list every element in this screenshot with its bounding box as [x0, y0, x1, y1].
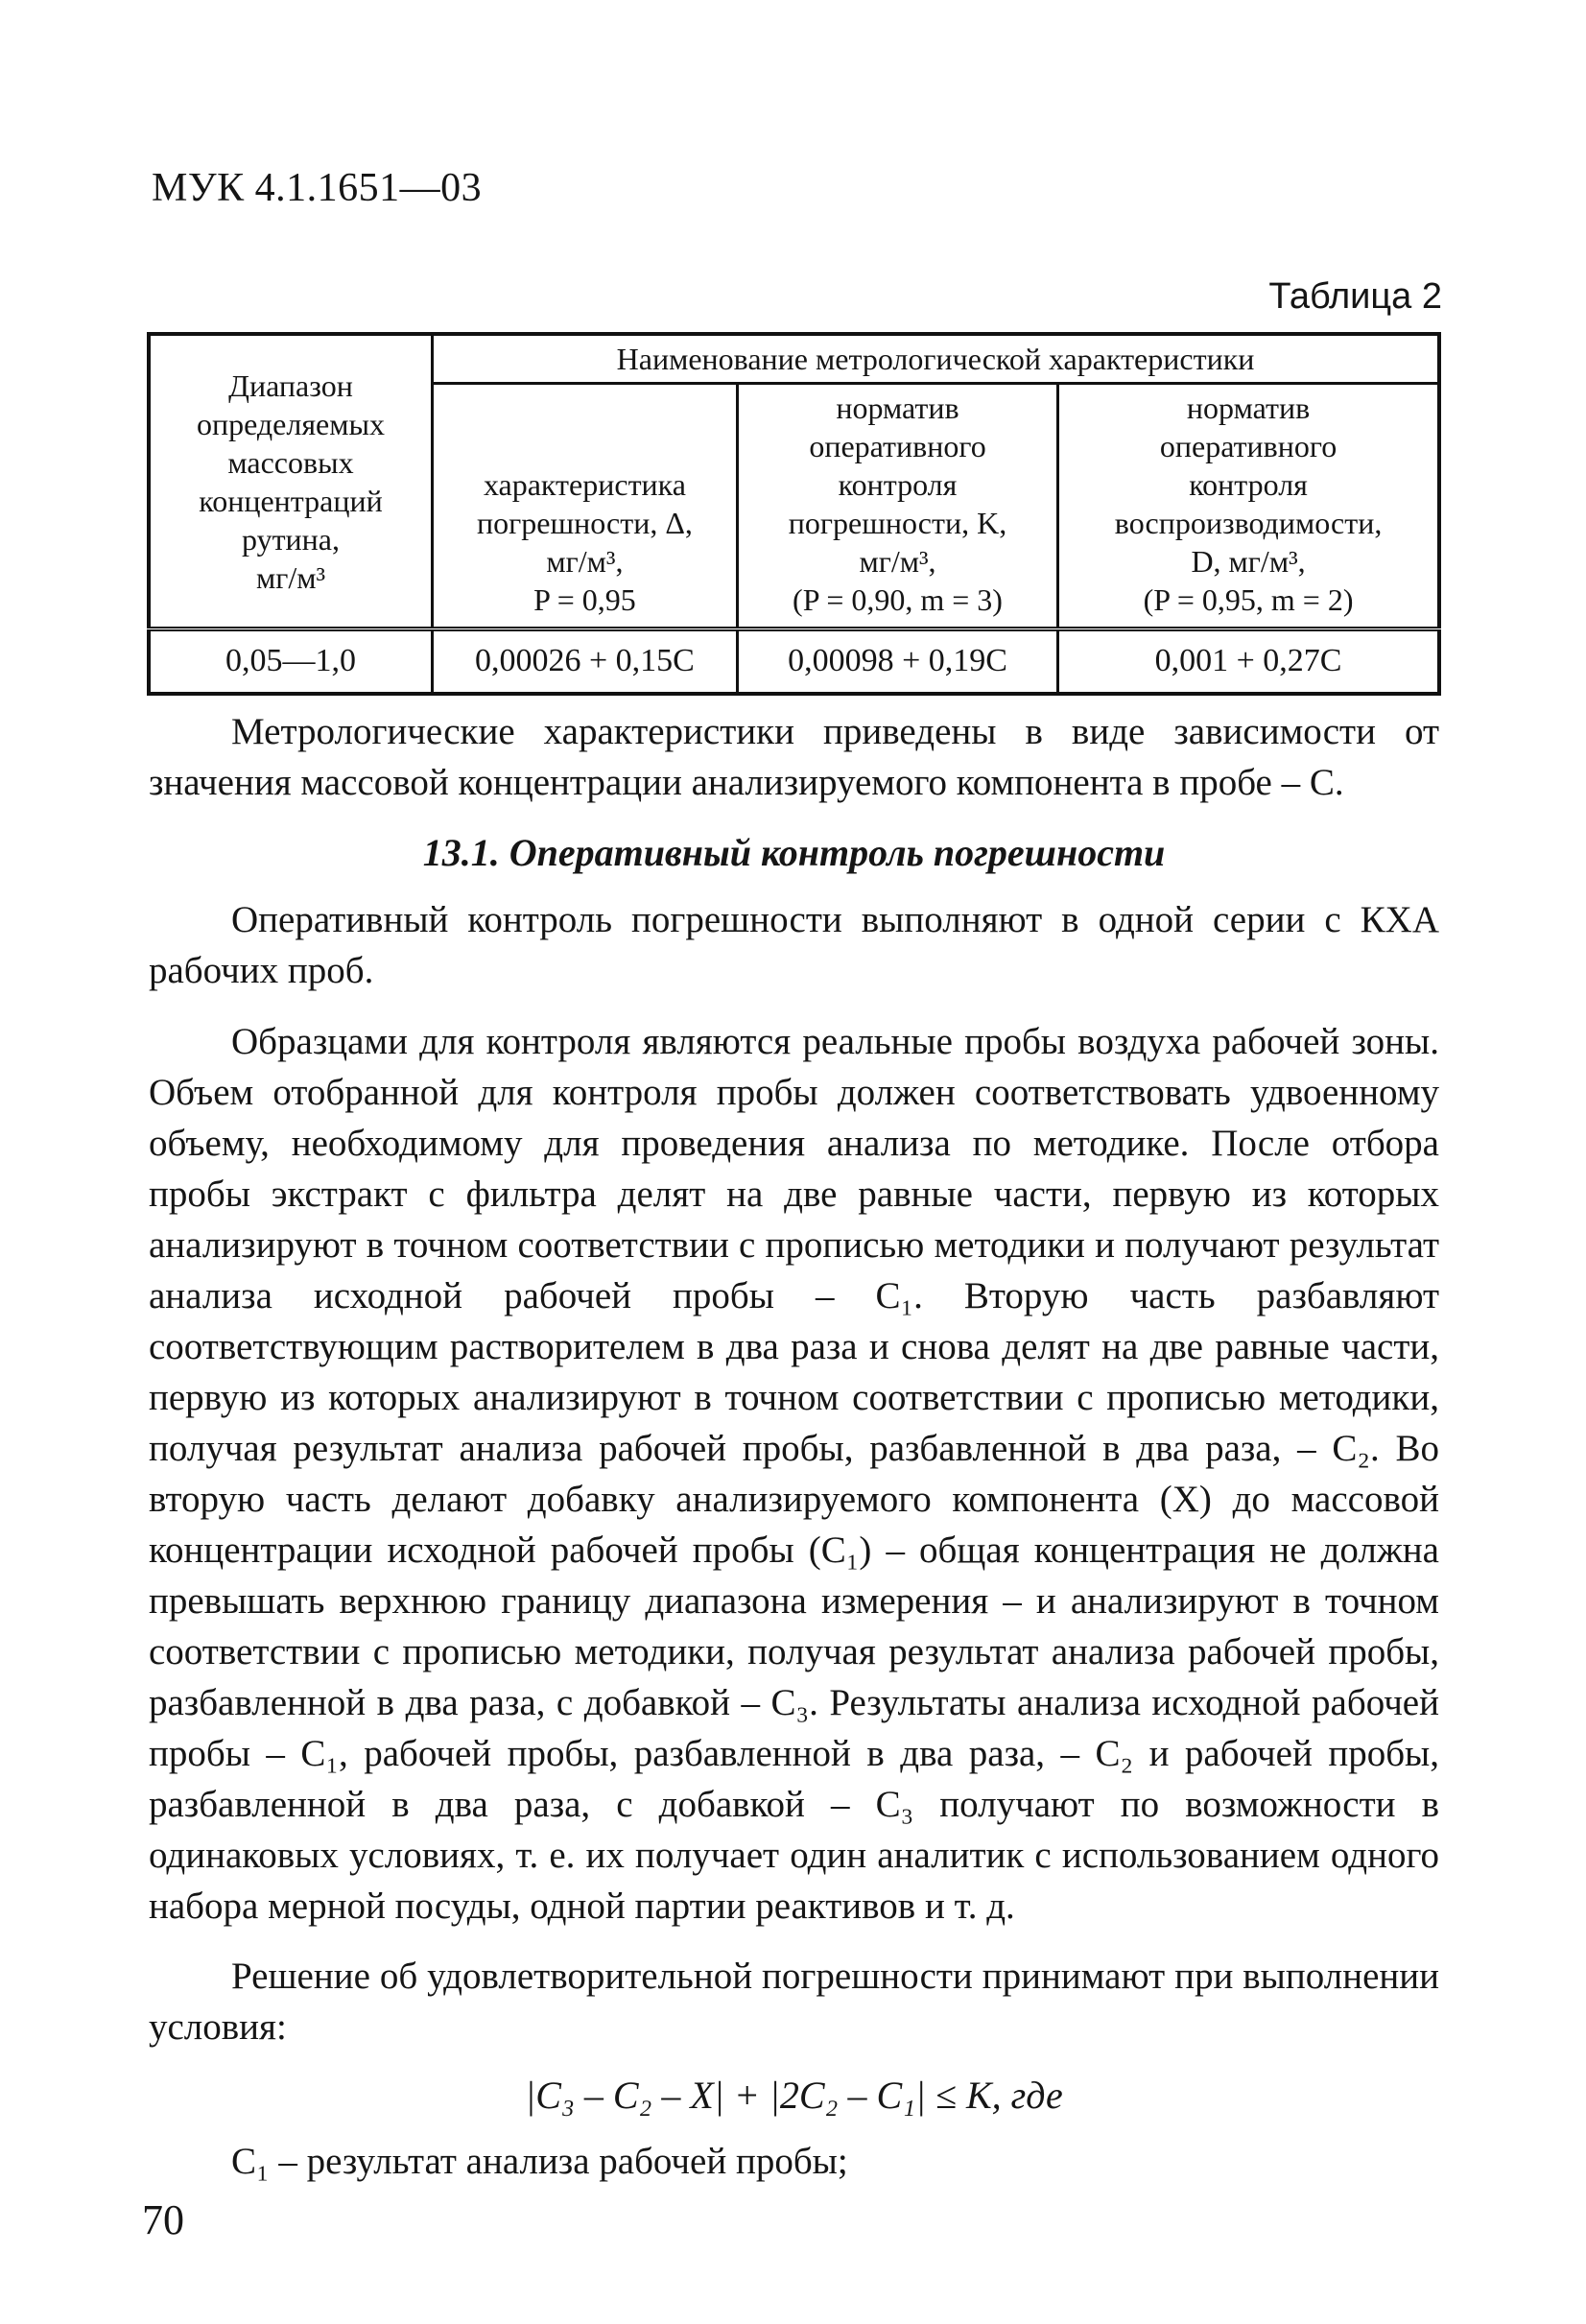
table-cell-accuracy: 0,00026 + 0,15C — [432, 629, 737, 694]
table-row — [149, 629, 1439, 694]
header-line: Диапазон — [228, 368, 353, 403]
header-line: воспроизводимости, — [1114, 506, 1383, 540]
header-line: норматив — [836, 391, 959, 425]
range-column-header — [149, 334, 432, 629]
definition-line: C₁ – результат анализа рабочей пробы; — [231, 2140, 848, 2182]
body-text — [149, 706, 1439, 2187]
header-line: P = 0,95 — [533, 582, 636, 617]
header-line: контроля — [1189, 467, 1308, 502]
document-code: МУК 4.1.1651—03 — [152, 166, 483, 210]
table-cell-reproducibility: 0,001 + 0,27C — [1058, 629, 1439, 694]
header-line: (P = 0,90, m = 3) — [793, 582, 1003, 617]
header-line: характеристика — [483, 467, 686, 502]
header-line: оперативного — [809, 429, 986, 463]
paragraph: Решение об удовлетворительной погрешности принимают при выполнении условия: — [149, 1956, 1439, 2049]
header-line: контроля — [838, 467, 958, 502]
header-line: оперативного — [1159, 429, 1337, 463]
header-line: норматив — [1186, 391, 1311, 425]
paragraph: Образцами для контроля являются реальные пробы воздуха рабочей зоны. Объем отобранной для контроля пробы должен соответствовать удвоенному объему, необходимому для проведения анализа по методике. После отбора пробы экстракт с фильтра делят на две равные части, первую из которых анализируют в точном соответствии с прописью методики и получают результат анализа исходной рабочей пробы – C₁. Вторую часть разбавляют соответствующим растворителем в два раза и снова делят на две равные части, первую из которых анализируют в точном соответствии с прописью методики, получая результат анализа рабочей пробы, разбавленной в два раза, – C₂. Во вторую часть делают добавку анализируемого компонента (X) до массовой концентрации исходной рабочей пробы (C₁) – общая концентрация не должна превышать верхнюю границу диапазона измерения – и анализируют в точном соответствии с прописью методики, получая результат анализа рабочей пробы, разбавленной в два раза, с добавкой – C₃. Результаты анализа исходной рабочей пробы – C₁, рабочей пробы, разбавленной в два раза, – C₂ и рабочей пробы, разбавленной в два раза, с добавкой – C₃ получают по возможности в одинаковых условиях, т. е. их получает один аналитик с использованием одного набора мерной посуды, одной партии реактивов и т. д. — [149, 1020, 1439, 1928]
intro-paragraph: Метрологические характеристики приведены в виде зависимости от значения массовой концентрации анализируемого компонента в пробе – C. — [149, 711, 1439, 804]
header-line: погрешности, K, — [788, 506, 1007, 540]
header-line: концентраций — [199, 483, 383, 518]
metrology-table — [147, 332, 1441, 696]
accuracy-characteristic-header — [432, 384, 737, 629]
header-line: мг/м³, — [859, 544, 936, 579]
characteristic-group-header: Наименование метрологической характеристики — [432, 334, 1439, 384]
table-cell-error-control: 0,00098 + 0,19C — [737, 629, 1057, 694]
header-line: D, мг/м³, — [1191, 544, 1306, 579]
table-cell-range: 0,05—1,0 — [149, 629, 432, 694]
header-line: мг/м³ — [255, 559, 326, 595]
header-line: массовых — [227, 444, 354, 480]
header-line: погрешности, Δ, — [476, 506, 693, 540]
section-title: 13.1. Оперативный контроль погрешности — [422, 831, 1166, 875]
error-control-standard-header — [737, 384, 1057, 629]
reproducibility-control-standard-header — [1058, 384, 1439, 629]
header-line: рутина, — [241, 521, 340, 557]
page-number: 70 — [142, 2196, 184, 2243]
header-line: (P = 0,95, m = 2) — [1143, 582, 1354, 617]
metrology-table-wrapper — [147, 332, 1441, 696]
header-line: мг/м³, — [546, 544, 624, 579]
condition-formula: |C₃ – C₂ – X| + |2C₂ – C₁| ≤ K, где — [525, 2074, 1063, 2118]
paragraph: Оперативный контроль погрешности выполняют в одной серии с КХА рабочих проб. — [149, 899, 1439, 992]
table-label: Таблица 2 — [1268, 276, 1442, 317]
header-line: определяемых — [196, 406, 385, 441]
